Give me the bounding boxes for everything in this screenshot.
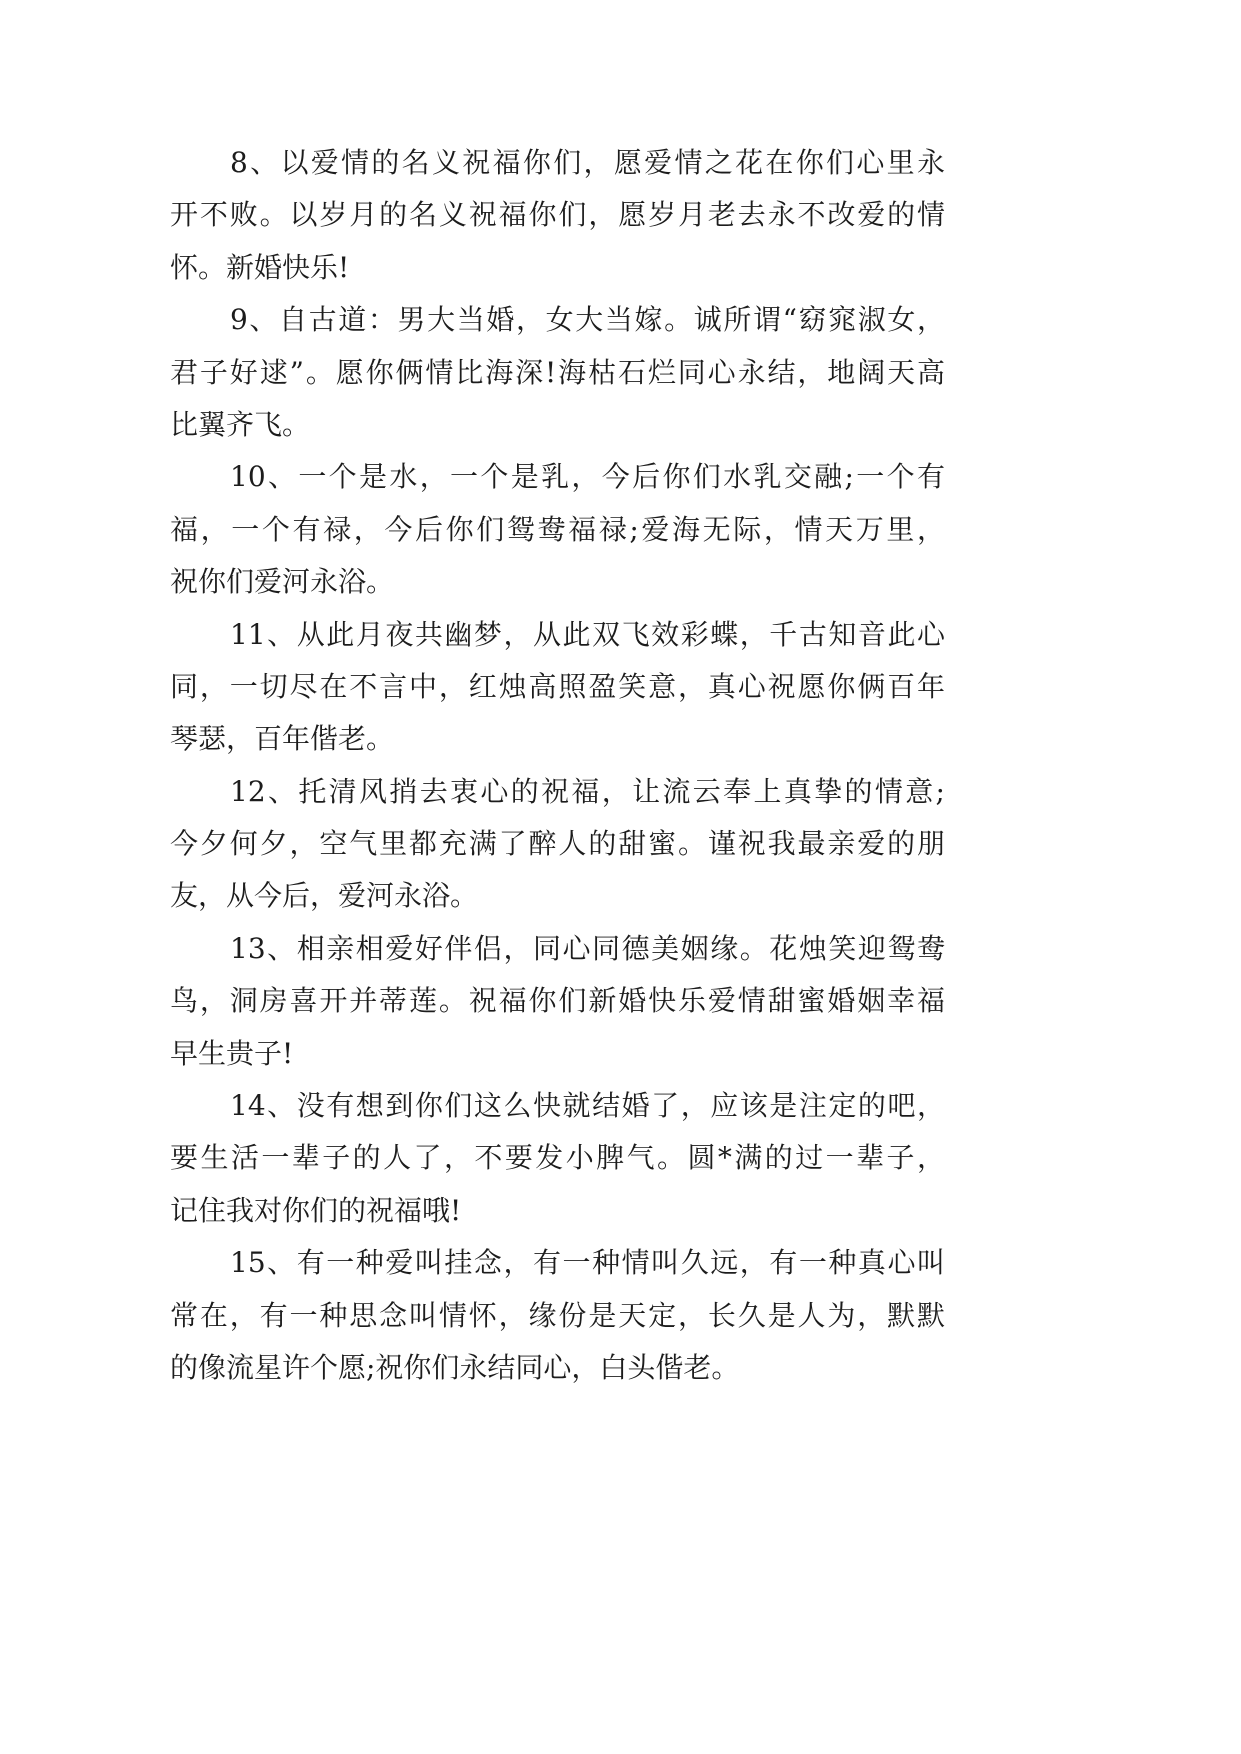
- text-line: 常在，有一种思念叫情怀，缘份是天定，长久是人为，默默: [170, 1298, 945, 1332]
- text-line: 琴瑟，百年偕老。: [170, 722, 395, 756]
- text-line: 11、从此月夜共幽梦，从此双飞效彩蝶，千古知音此心: [230, 617, 945, 651]
- paragraph-10: [170, 451, 945, 608]
- paragraph-15: [170, 1237, 945, 1394]
- text-line: 开不败。以岁月的名义祝福你们，愿岁月老去永不改爱的情: [170, 198, 945, 232]
- text-line: 14、没有想到你们这么快就结婚了，应该是注定的吧，: [230, 1089, 945, 1123]
- text-line: 10、一个是水，一个是乳，今后你们水乳交融;一个有: [230, 460, 945, 494]
- paragraph-12: [170, 766, 945, 923]
- paragraph-8: [170, 137, 945, 294]
- text-line: 9、自古道：男大当婚，女大当嫁。诚所谓“窈窕淑女，: [230, 303, 945, 337]
- text-line: 君子好逑”。愿你俩情比海深!海枯石烂同心永结，地阔天高: [170, 355, 945, 389]
- text-line: 15、有一种爱叫挂念，有一种情叫久远，有一种真心叫: [230, 1246, 945, 1280]
- text-line: 怀。新婚快乐!: [170, 250, 350, 284]
- text-line: 13、相亲相爱好伴侣，同心同德美姻缘。花烛笑迎鸳鸯: [230, 931, 945, 965]
- text-line: 12、托清风捎去衷心的祝福，让流云奉上真挚的情意;: [230, 774, 945, 808]
- text-line: 祝你们爱河永浴。: [170, 565, 395, 599]
- text-line: 福，一个有禄，今后你们鸳鸯福禄;爱海无际，情天万里，: [170, 512, 945, 546]
- paragraph-11: [170, 609, 945, 766]
- text-line: 8、以爱情的名义祝福你们，愿爱情之花在你们心里永: [230, 146, 945, 179]
- paragraph-9: [170, 294, 945, 451]
- text-line: 比翼齐飞。: [170, 407, 311, 441]
- text-line: 友，从今后，爱河永浴。: [170, 879, 479, 913]
- paragraph-14: [170, 1080, 945, 1237]
- body-text: [170, 137, 945, 1394]
- text-line: 早生贵子!: [170, 1036, 294, 1070]
- paragraph-13: [170, 923, 945, 1080]
- text-line: 今夕何夕，空气里都充满了醉人的甜蜜。谨祝我最亲爱的朋: [170, 827, 945, 861]
- text-line: 记住我对你们的祝福哦!: [170, 1193, 462, 1227]
- text-line: 要生活一辈子的人了，不要发小脾气。圆*满的过一辈子，: [170, 1141, 945, 1175]
- text-line: 的像流星许个愿;祝你们永结同心，白头偕老。: [170, 1350, 740, 1384]
- text-line: 同，一切尽在不言中，红烛高照盈笑意，真心祝愿你俩百年: [170, 669, 945, 703]
- text-line: 鸟，洞房喜开并蒂莲。祝福你们新婚快乐爱情甜蜜婚姻幸福: [170, 984, 945, 1018]
